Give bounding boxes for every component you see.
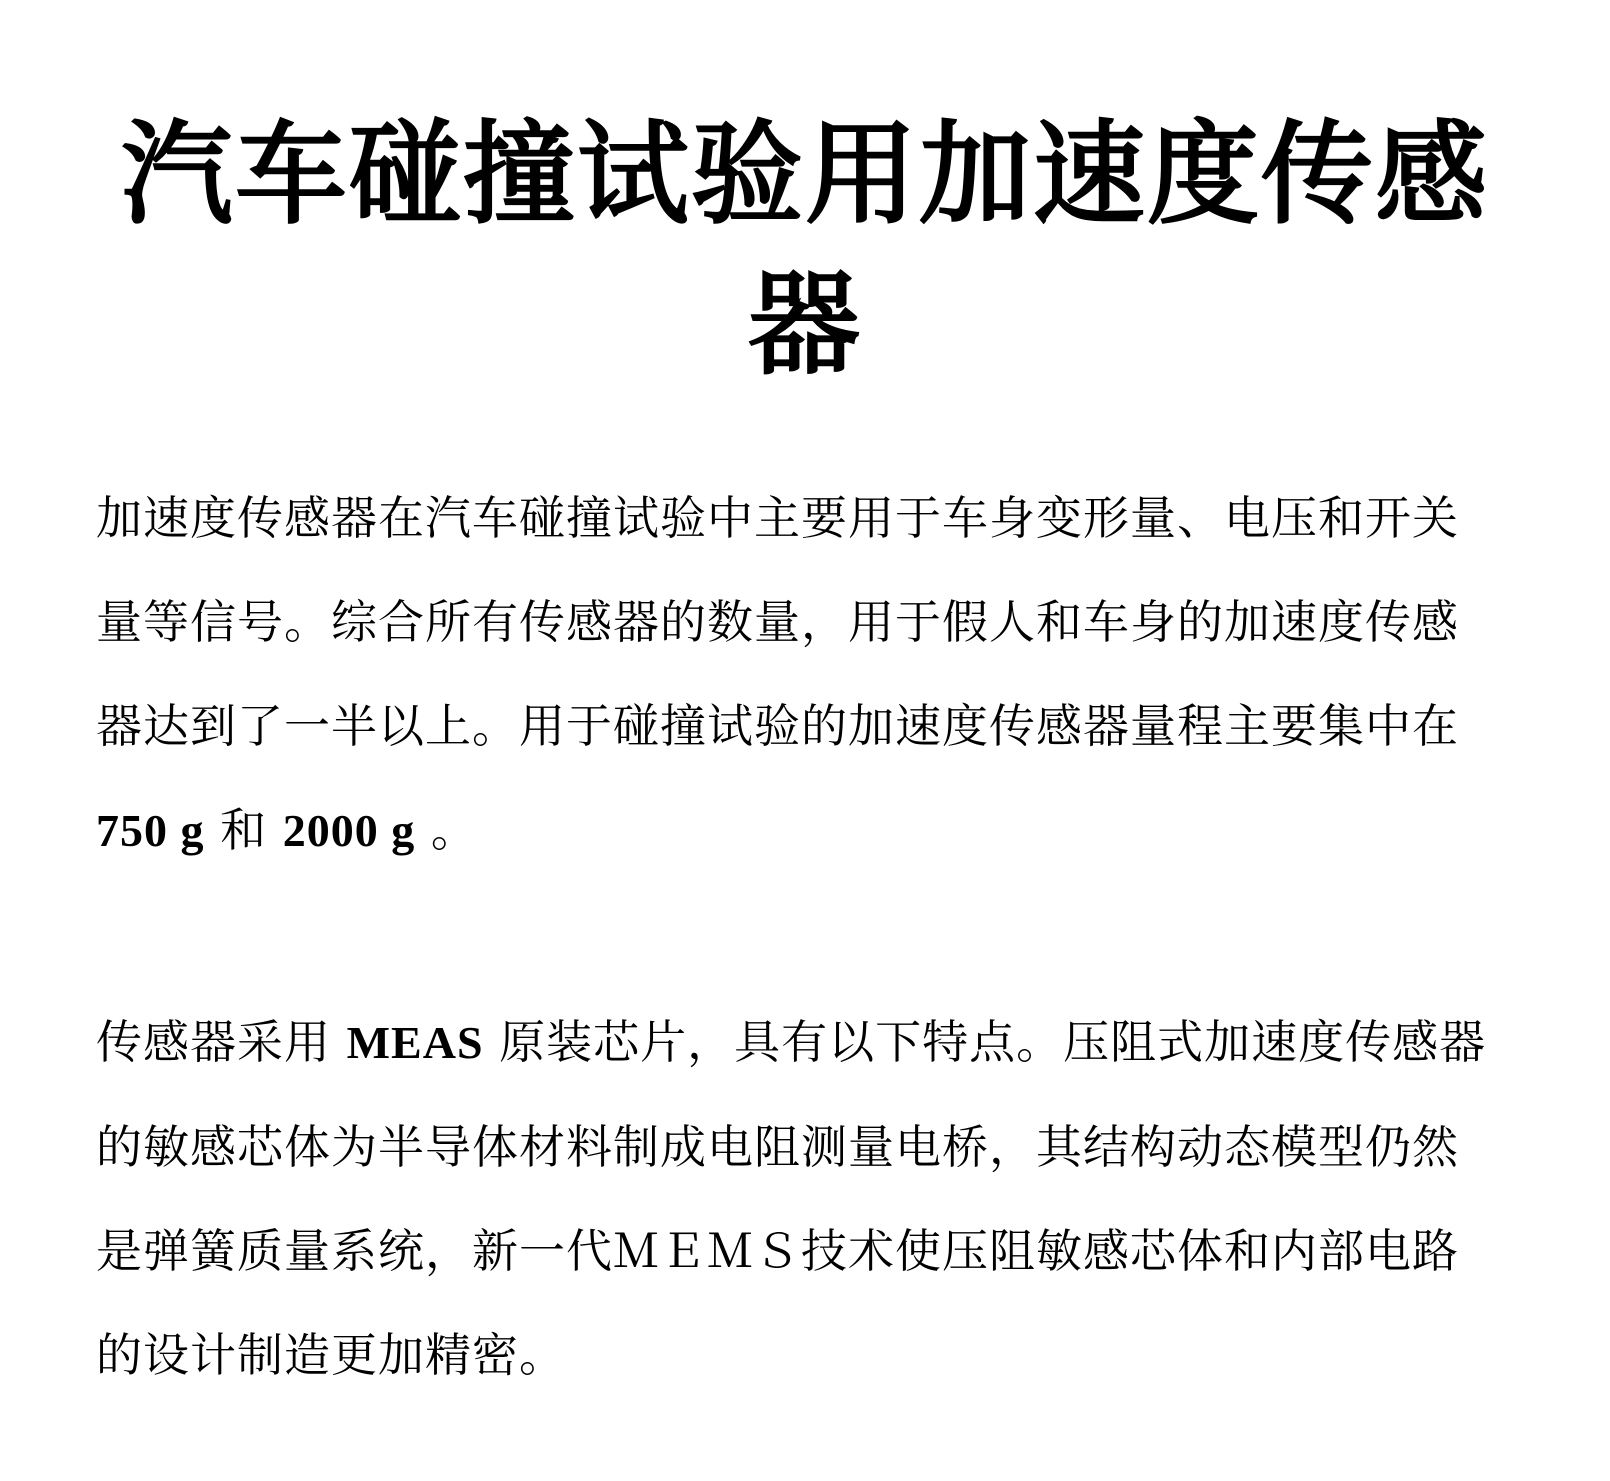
document-title: 汽车碰撞试验用加速度传感器 — [121, 109, 1489, 390]
paragraph-sensor-features — [96, 990, 1496, 1407]
paragraph-connector: 和 — [204, 803, 283, 857]
paragraph-text-continued: 原装芯片，具有以下特点。压阻式加速度传感器的敏感芯体为半导体材料制成电阻测量电桥，其结构动态模型仍然是弹簧质量系统，新一代ＭＥＭＳ技术使压阻敏感芯体和内部电路的设计制造更加精密。 — [96, 1015, 1487, 1382]
paragraph-text: 加速度传感器在汽车碰撞试验中主要用于车身变形量、电压和开关量等信号。综合所有传感器的数量，用于假人和车身的加速度传感器达到了一半以上。用于碰撞试验的加速度传感器量程主要集中在 — [96, 491, 1459, 753]
paragraph-measurement-range — [96, 466, 1496, 883]
brand-name: MEAS — [346, 1017, 484, 1068]
paragraph-end-punctuation: 。 — [415, 803, 478, 857]
paragraph-text: 传感器采用 — [96, 1015, 347, 1069]
range-value-750g: 750 g — [96, 805, 205, 856]
range-value-2000g: 2000 g — [282, 805, 416, 856]
